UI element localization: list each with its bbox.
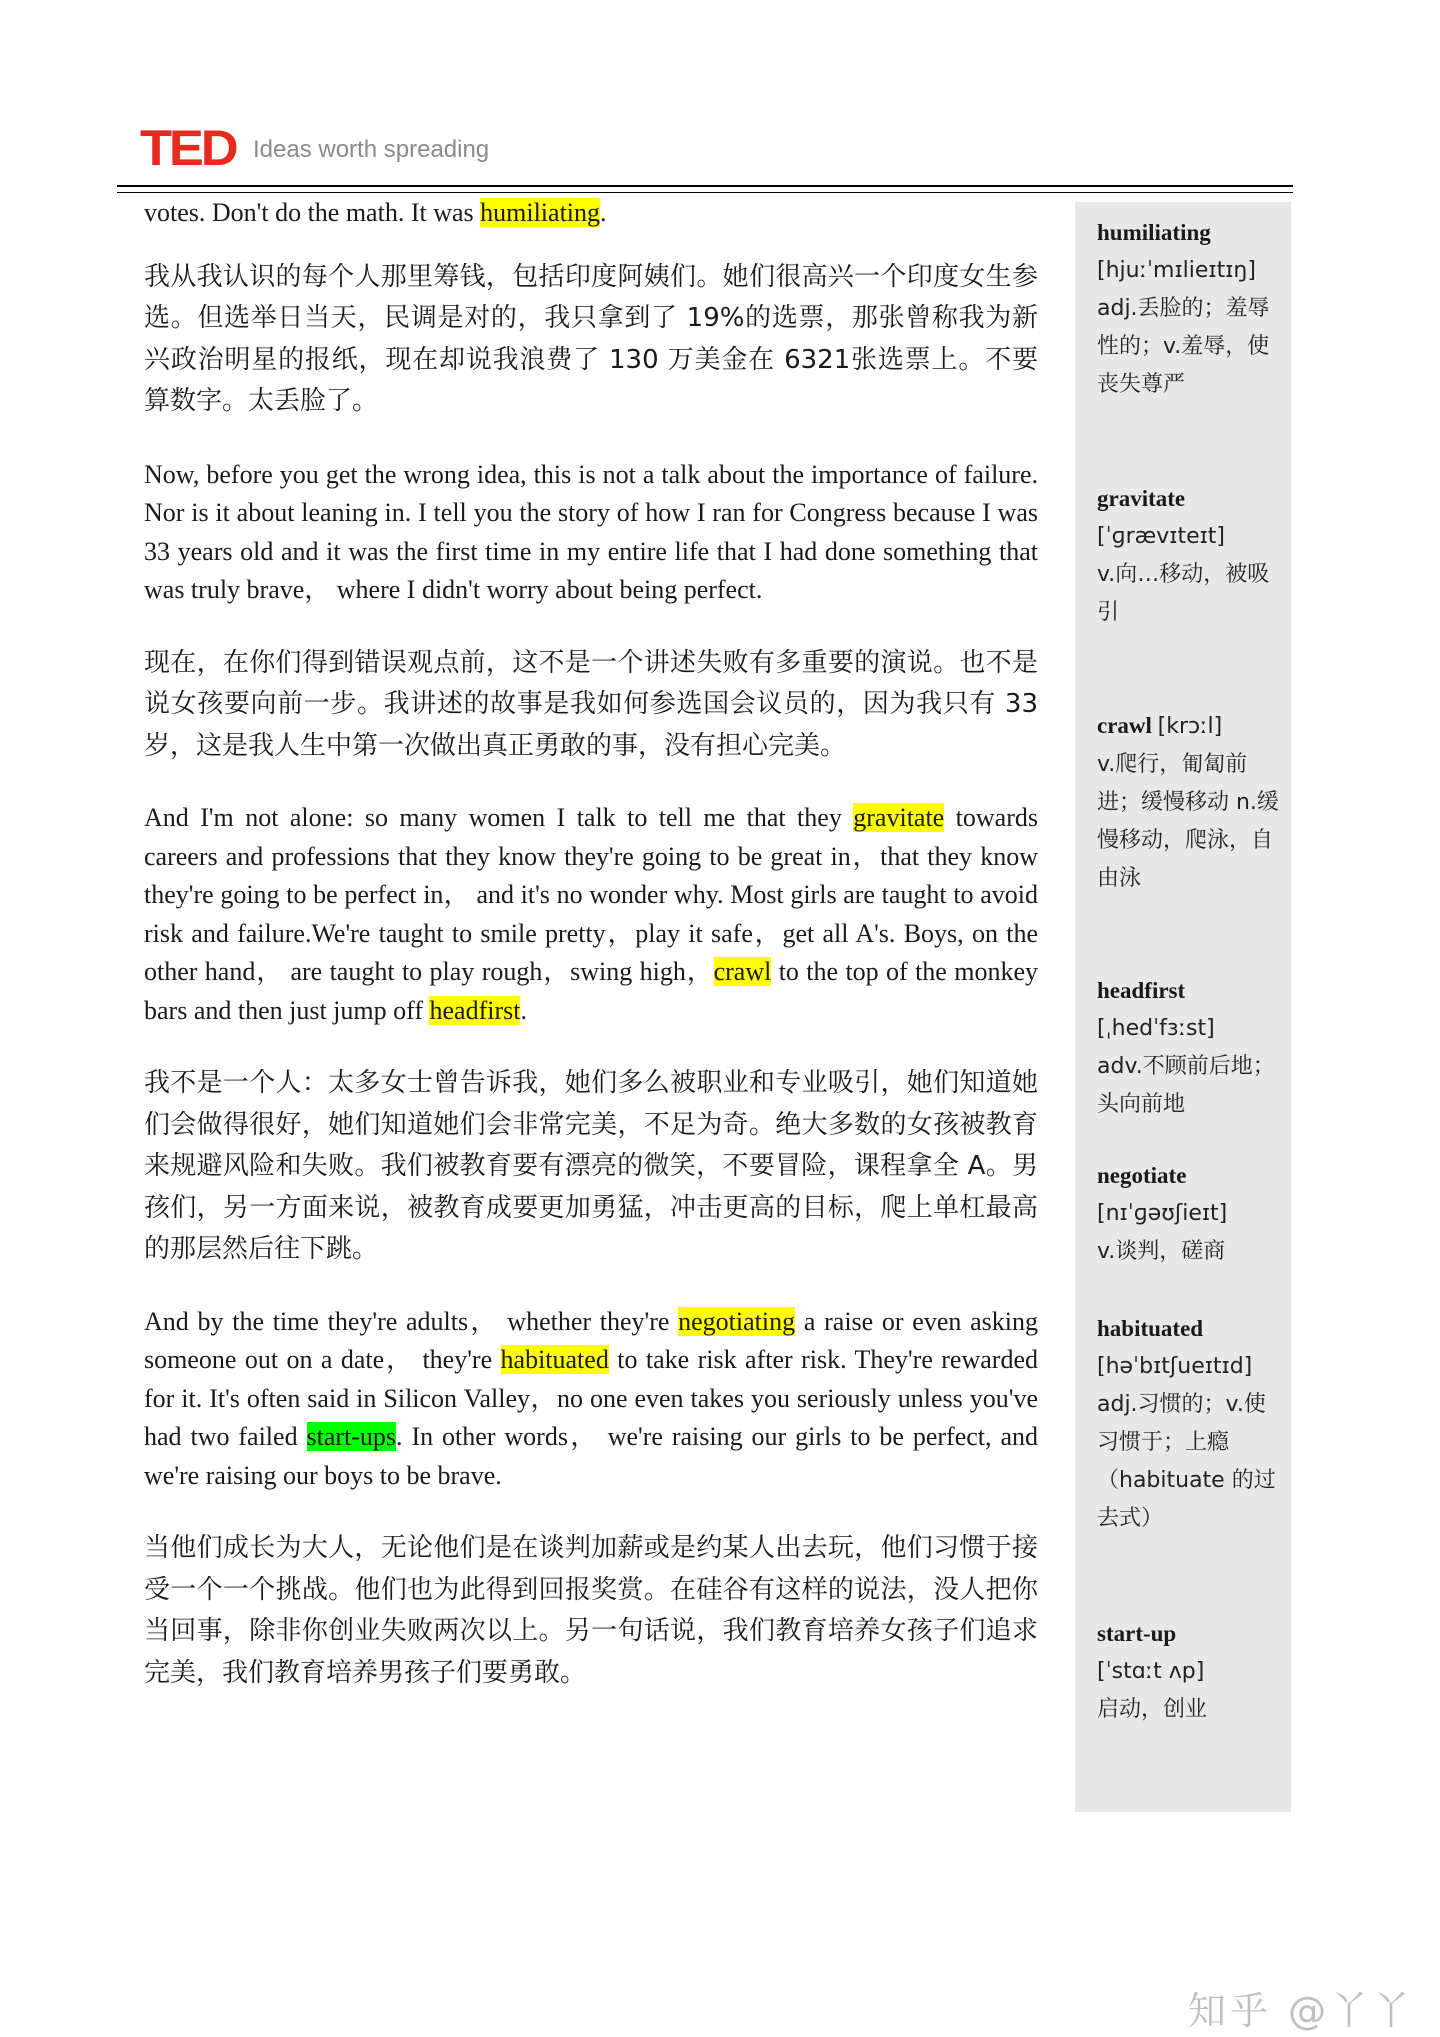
vocab-word: start-up [1097,1621,1177,1646]
vocab-highlight-crawl: crawl [713,957,772,986]
vocab-entry-gravitate [1097,480,1281,632]
vocab-definition: v.向…移动，被吸引 [1097,562,1270,625]
paragraph-en-1 [144,194,1038,233]
paragraph-zh-4: 当他们成长为大人，无论他们是在谈判加薪或是约某人出去玩，他们习惯于接受一个一个挑战。他们也为此得到回报奖赏。在硅谷有这样的说法，没人把你当回事，除非你创业失败两次以上。另一句话说，我们教育培养女孩子们追求完美，我们教育培养男孩子们要勇敢。 [144,1533,1038,1688]
vocab-definition: v.谈判，磋商 [1097,1239,1226,1264]
vocab-phonetic: [hjuːˈmɪlieɪtɪŋ] [1097,258,1256,283]
transcript-column [144,192,1038,1694]
vocab-phonetic: [krɔːl] [1157,714,1223,739]
header-rule [117,185,1293,187]
vocab-highlight-gravitate: gravitate [853,803,945,832]
text-run: votes. Don't do the math. It was [144,198,481,227]
paragraph-en-4 [144,1303,1038,1496]
vocab-entry-crawl [1097,707,1281,898]
vocab-word: headfirst [1097,978,1186,1003]
vocab-definition: adj.丢脸的；羞辱性的；v.羞辱，使丧失尊严 [1097,296,1270,397]
text-run: to the top of the monkey bars and then just jump off [144,957,1038,1025]
ted-logo: TED [140,120,236,176]
vocab-highlight-negotiating: negotiating [678,1306,796,1336]
vocab-highlight-humiliating: humiliating [480,198,601,227]
vocab-definition: v.爬行，匍匐前进；缓慢移动 n.缓慢移动，爬泳，自由泳 [1097,752,1279,891]
text-run: And I'm not alone: so many women I talk to tell me that they [144,803,854,832]
vocab-definition: adj.习惯的；v.使习惯于；上瘾（habituate 的过去式） [1097,1392,1276,1531]
text-run: to take risk after risk. They're rewarded for it. It's often said in Silicon Valley，no one even takes you seriously unless you've had two failed [144,1345,1038,1451]
tagline: Ideas worth spreading [253,136,490,163]
vocab-highlight-habituated: habituated [500,1345,609,1374]
text-run: . In other words， we're raising our girls to be perfect, and we're raising our boys to be brave. [144,1422,1038,1490]
vocab-entry-headfirst [1097,972,1281,1124]
vocab-definition: 启动，创业 [1097,1697,1208,1722]
vocab-phonetic: [ˈstɑːt ʌp] [1097,1659,1205,1684]
paragraph-zh-3: 我不是一个人：太多女士曾告诉我，她们多么被职业和专业吸引，她们知道她们会做得很好，她们知道她们会非常完美，不足为奇。绝大多数的女孩被教育来规避风险和失败。我们被教育要有漂亮的微笑，不要冒险，课程拿全 A。男孩们，另一方面来说，被教育成要更加勇猛，冲击更高的目标，爬上单杠最高的那层然后往下跳。 [144,1068,1038,1264]
vocab-entry-habituated [1097,1310,1281,1538]
vocab-highlight-headfirst: headfirst [429,995,521,1025]
vocab-highlight-start-ups: start-ups [306,1422,397,1451]
paragraph-zh-1: 我从我认识的每个人那里筹钱，包括印度阿姨们。她们很高兴一个印度女生参选。但选举日当天，民调是对的，我只拿到了 19%的选票，那张曾称我为新兴政治明星的报纸，现在却说我浪费了 130 万美金在 6321张选票上。不要算数字。太丢脸了。 [144,261,1038,416]
text-run: a raise or even asking someone out on a date， they're [144,1306,1038,1374]
vocab-word: habituated [1097,1316,1204,1341]
paragraph-en-3 [144,799,1038,1030]
vocab-phonetic: [həˈbɪtʃueɪtɪd] [1097,1354,1253,1379]
vocabulary-sidebar [1075,202,1291,1812]
zhihu-watermark: 知乎 @丫丫 [1188,1989,1415,2033]
text-run: . [520,995,527,1025]
text-run: . [600,198,607,227]
text-run: towards careers and professions that they know they're going to be great in，that they know they're going to be perfect in， and it's no wonder why. Most girls are taught to avoid risk and failure.We're taught to smile pretty，play it safe，get all A's. Boys, on the other hand， are taught to play rough，swing high， [144,803,1038,986]
vocab-word: humiliating [1097,220,1211,245]
paragraph-en-2: Now, before you get the wrong idea, this is not a talk about the importance of failure. Nor is it about leaning in. I tell you the story of how I ran for Congress because I was 33 years old and it was the first time in my entire life that I had done something that was truly brave， where I didn't worry about being perfect. [144,459,1038,604]
text-run: And by the time they're adults， whether they're [144,1306,679,1336]
vocab-phonetic: [nɪˈɡəʊʃieɪt] [1097,1201,1228,1226]
vocab-word: negotiate [1097,1163,1187,1188]
vocab-entry-start-up [1097,1615,1281,1729]
vocab-definition: adv.不顾前后地；头向前地 [1097,1054,1275,1117]
vocab-word: gravitate [1097,486,1186,511]
vocab-headline [1097,707,1281,746]
vocab-entry-humiliating [1097,214,1281,404]
vocab-entry-negotiate [1097,1157,1281,1271]
vocab-word: crawl [1097,713,1152,738]
ted-header [140,118,489,178]
vocab-phonetic: [ˈɡrævɪteɪt] [1097,524,1225,549]
vocab-phonetic: [ˌhedˈfɜːst] [1097,1016,1215,1041]
paragraph-zh-2: 现在，在你们得到错误观点前，这不是一个讲述失败有多重要的演说。也不是说女孩要向前一步。我讲述的故事是我如何参选国会议员的，因为我只有 33 岁，这是我人生中第一次做出真正勇敢的事，没有担心完美。 [144,647,1038,761]
